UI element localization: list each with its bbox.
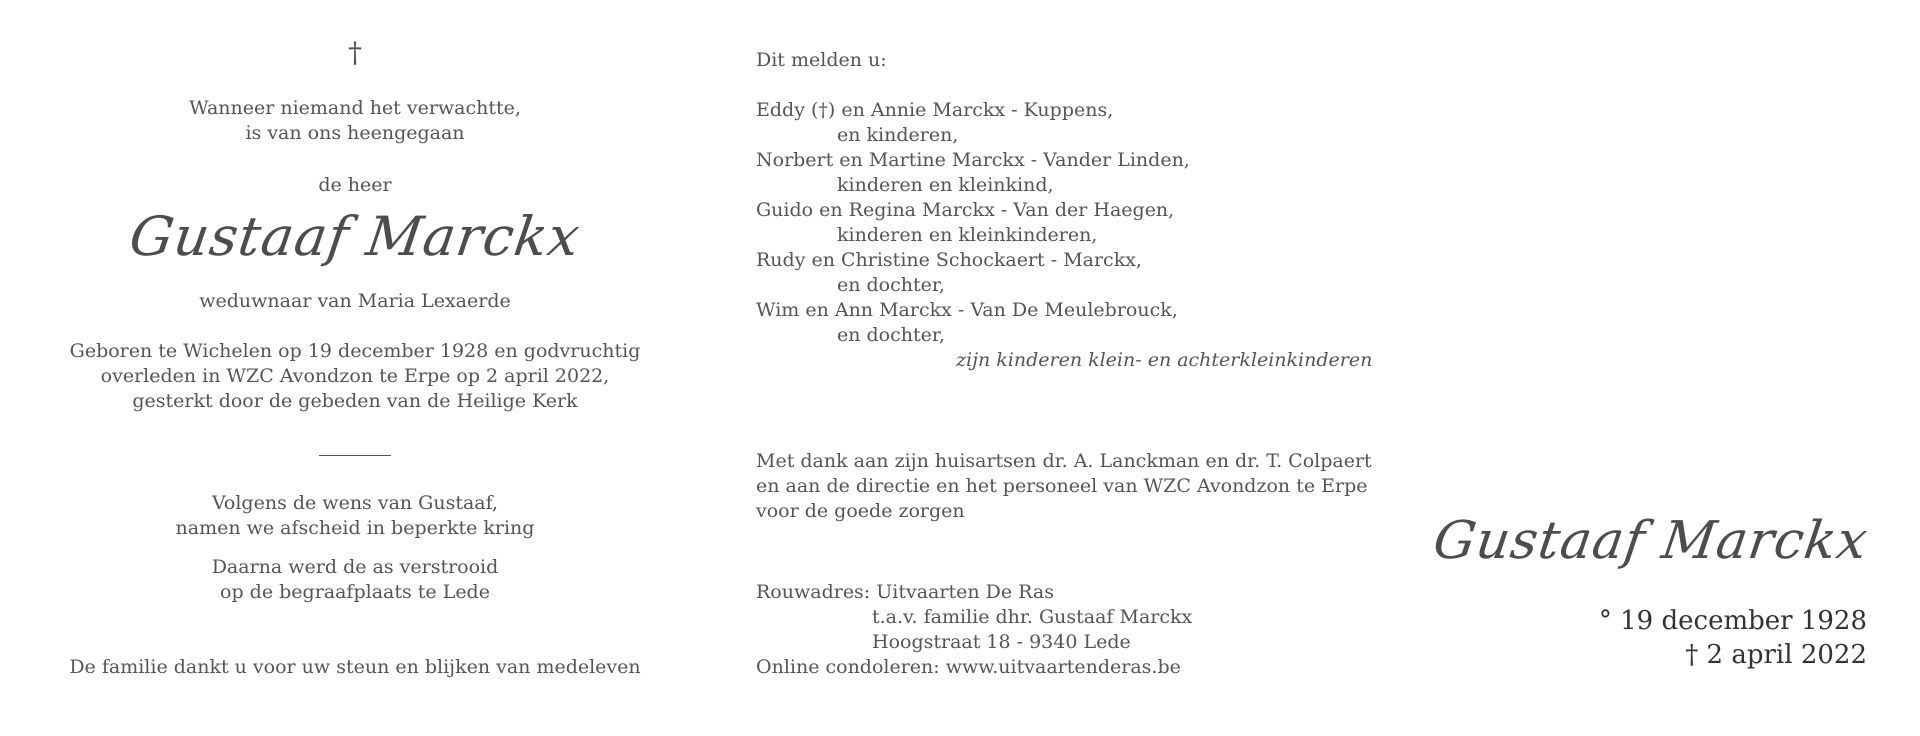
birth-death-text — [55, 339, 655, 414]
cross-symbol: † — [348, 36, 362, 69]
family-member-sub: en dochter, — [837, 324, 945, 346]
family-closing: zijn kinderen klein- en achterkleinkinderen — [956, 349, 1373, 371]
life-dates — [1599, 604, 1867, 672]
deceased-name: Gustaaf Marckx — [125, 205, 585, 268]
birth-line: gesterkt door de gebeden van de Heilige Kerk — [132, 390, 578, 412]
intro-text — [55, 96, 655, 146]
family-member-sub: en kinderen, — [837, 124, 959, 146]
address-label: Rouwadres: Uitvaarten De Ras — [756, 581, 1054, 603]
birth-date: ° 19 december 1928 — [1598, 606, 1867, 636]
family-member-sub: en dochter, — [837, 274, 945, 296]
wish-line: Volgens de wens van Gustaaf, — [211, 492, 499, 514]
family-thanks: De familie dankt u voor uw steun en blijken van medeleven — [69, 656, 641, 678]
online-condolence: Online condoleren: www.uitvaartenderas.be — [756, 656, 1181, 678]
doctors-thanks — [756, 449, 1372, 524]
address-line: Hoogstraat 18 - 9340 Lede — [872, 631, 1131, 653]
wish-text — [55, 491, 655, 541]
separator-line — [319, 455, 391, 456]
doctors-line: voor de goede zorgen — [756, 500, 965, 522]
death-date: † 2 april 2022 — [1685, 640, 1867, 670]
birth-line: overleden in WZC Avondzon te Erpe op 2 april 2022, — [100, 365, 610, 387]
family-member: Norbert en Martine Marckx - Vander Linden, — [756, 149, 1190, 171]
family-member-sub: kinderen en kleinkind, — [837, 174, 1054, 196]
intro-line: is van ons heengegaan — [245, 122, 465, 144]
family-member: Guido en Regina Marckx - Van der Haegen, — [756, 199, 1175, 221]
doctors-line: Met dank aan zijn huisartsen dr. A. Lanckman en dr. T. Colpaert — [756, 450, 1372, 472]
cover-name: Gustaaf Marckx — [1429, 511, 1872, 571]
intro-line: Wanneer niemand het verwachtte, — [189, 97, 521, 119]
doctors-line: en aan de directie en het personeel van WZC Avondzon te Erpe — [756, 475, 1368, 497]
address-line: t.a.v. familie dhr. Gustaaf Marckx — [872, 606, 1193, 628]
ashes-text — [55, 555, 655, 605]
announce-text: Dit melden u: — [756, 49, 887, 71]
mourning-address — [756, 580, 1192, 680]
family-member-sub: kinderen en kleinkinderen, — [837, 224, 1098, 246]
family-list — [756, 98, 1372, 373]
wish-line: namen we afscheid in beperkte kring — [175, 517, 535, 539]
family-member: Wim en Ann Marckx - Van De Meulebrouck, — [756, 299, 1178, 321]
family-member: Rudy en Christine Schockaert - Marckx, — [756, 249, 1142, 271]
widower-text: weduwnaar van Maria Lexaerde — [199, 290, 511, 312]
ashes-line: Daarna werd de as verstrooid — [211, 556, 499, 578]
deceased-title: de heer — [318, 174, 392, 196]
family-member: Eddy (†) en Annie Marckx - Kuppens, — [756, 99, 1114, 121]
ashes-line: op de begraafplaats te Lede — [220, 581, 490, 603]
birth-line: Geboren te Wichelen op 19 december 1928 en godvruchtig — [69, 340, 641, 362]
